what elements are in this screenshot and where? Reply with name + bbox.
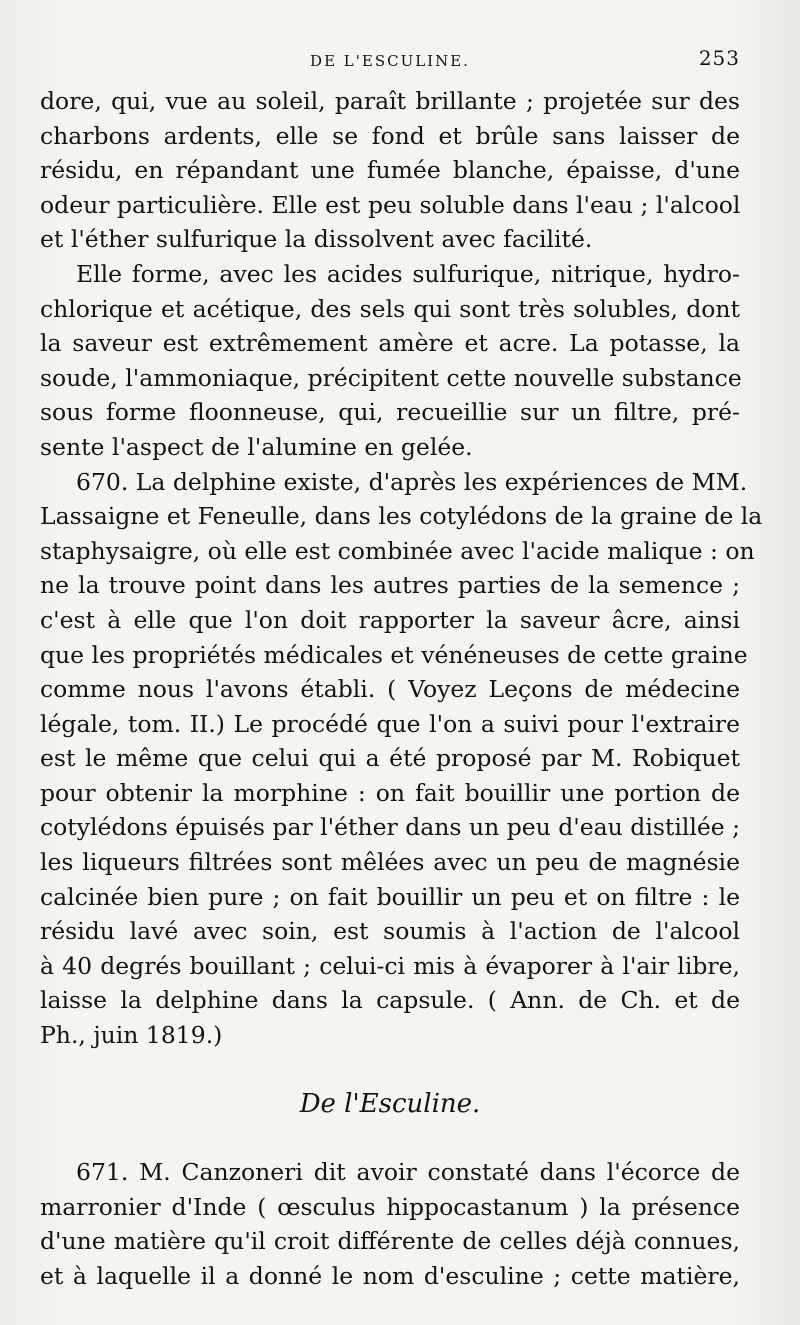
page-number: 253 <box>698 46 740 70</box>
paragraph-671 <box>40 1190 740 1294</box>
text-line: Lassaigne et Feneulle, dans les cotylédons de la graine de la <box>40 502 763 531</box>
text-line: soude, l'ammoniaque, précipitent cette nouvelle substance <box>40 363 742 392</box>
text-line: staphysaigre, où elle est combinée avec l'acide malique : on <box>40 536 755 565</box>
running-head: DE L'ESCULINE. <box>310 52 470 70</box>
text-line: 671. M. Canzoneri dit avoir constaté dans l'écorce de <box>76 1158 740 1187</box>
paragraph-salts <box>40 257 740 292</box>
text-line: 670. La delphine existe, d'après les expériences de MM. <box>76 467 748 496</box>
text-line: ne la trouve point dans les autres parties de la semence ; <box>40 571 740 600</box>
section-heading: De l'Esculine. <box>299 1088 481 1119</box>
text-line: légale, tom. II.) Le procédé que l'on a suivi pour l'extraire <box>40 709 740 738</box>
text-line: dore, qui, vue au soleil, paraît brillante ; projetée sur des <box>40 87 740 115</box>
text-line: les liqueurs filtrées sont mêlées avec un peu de magnésie <box>40 848 740 877</box>
text-line: d'une matière qu'il croit différente de celles déjà connues, <box>40 1227 740 1256</box>
paragraph-670-first <box>40 465 748 500</box>
text-line: cotylédons épuisés par l'éther dans un peu d'eau distillée ; <box>40 813 741 842</box>
paragraph-salts-cont <box>40 292 740 465</box>
text-line: résidu lavé avec soin, est soumis à l'action de l'alcool <box>40 917 740 946</box>
text-line: sous forme floonneuse, qui, recueillie sur un filtre, pré- <box>40 398 740 427</box>
text-line: odeur particulière. Elle est peu soluble dans l'eau ; l'alcool <box>40 190 741 219</box>
page-header <box>40 46 740 76</box>
text-line: et à laquelle il a donné le nom d'esculine ; cette matière, <box>40 1262 740 1290</box>
text-line: est le même que celui qui a été proposé par M. Robiquet <box>40 744 740 773</box>
paragraph-continued <box>40 84 740 257</box>
text-line: la saveur est extrêmement amère et acre. La potasse, la <box>40 329 740 358</box>
text-line: comme nous l'avons établi. ( Voyez Leçons de médecine <box>40 675 740 704</box>
paragraph-671-first <box>40 1155 740 1190</box>
text-line: c'est à elle que l'on doit rapporter la saveur âcre, ainsi <box>40 605 740 634</box>
text-line: Elle forme, avec les acides sulfurique, nitrique, hydro- <box>76 259 740 288</box>
text-line: chlorique et acétique, des sels qui sont très solubles, dont <box>40 294 740 323</box>
text-line: et l'éther sulfurique la dissolvent avec facilité. <box>40 225 593 254</box>
text-line: Ph., juin 1819.) <box>40 1021 223 1050</box>
body-text <box>40 84 763 1294</box>
text-line: calcinée bien pure ; on fait bouillir un peu et on filtre : le <box>40 882 740 911</box>
text-line: à 40 degrés bouillant ; celui-ci mis à évaporer à l'air libre, <box>40 951 740 980</box>
text-line: résidu, en répandant une fumée blanche, épaisse, d'une <box>40 156 740 185</box>
text-line: sente l'aspect de l'alumine en gelée. <box>40 432 473 461</box>
paragraph-670 <box>40 499 763 1053</box>
text-line: charbons ardents, elle se fond et brûle sans laisser de <box>40 121 740 150</box>
text-line: que les propriétés médicales et vénéneuses de cette graine <box>40 640 748 669</box>
text-line: pour obtenir la morphine : on fait bouillir une portion de <box>40 778 740 807</box>
text-line: laisse la delphine dans la capsule. ( Ann. de Ch. et de <box>40 986 740 1015</box>
text-line: marronier d'Inde ( œsculus hippocastanum ) la présence <box>40 1192 740 1221</box>
